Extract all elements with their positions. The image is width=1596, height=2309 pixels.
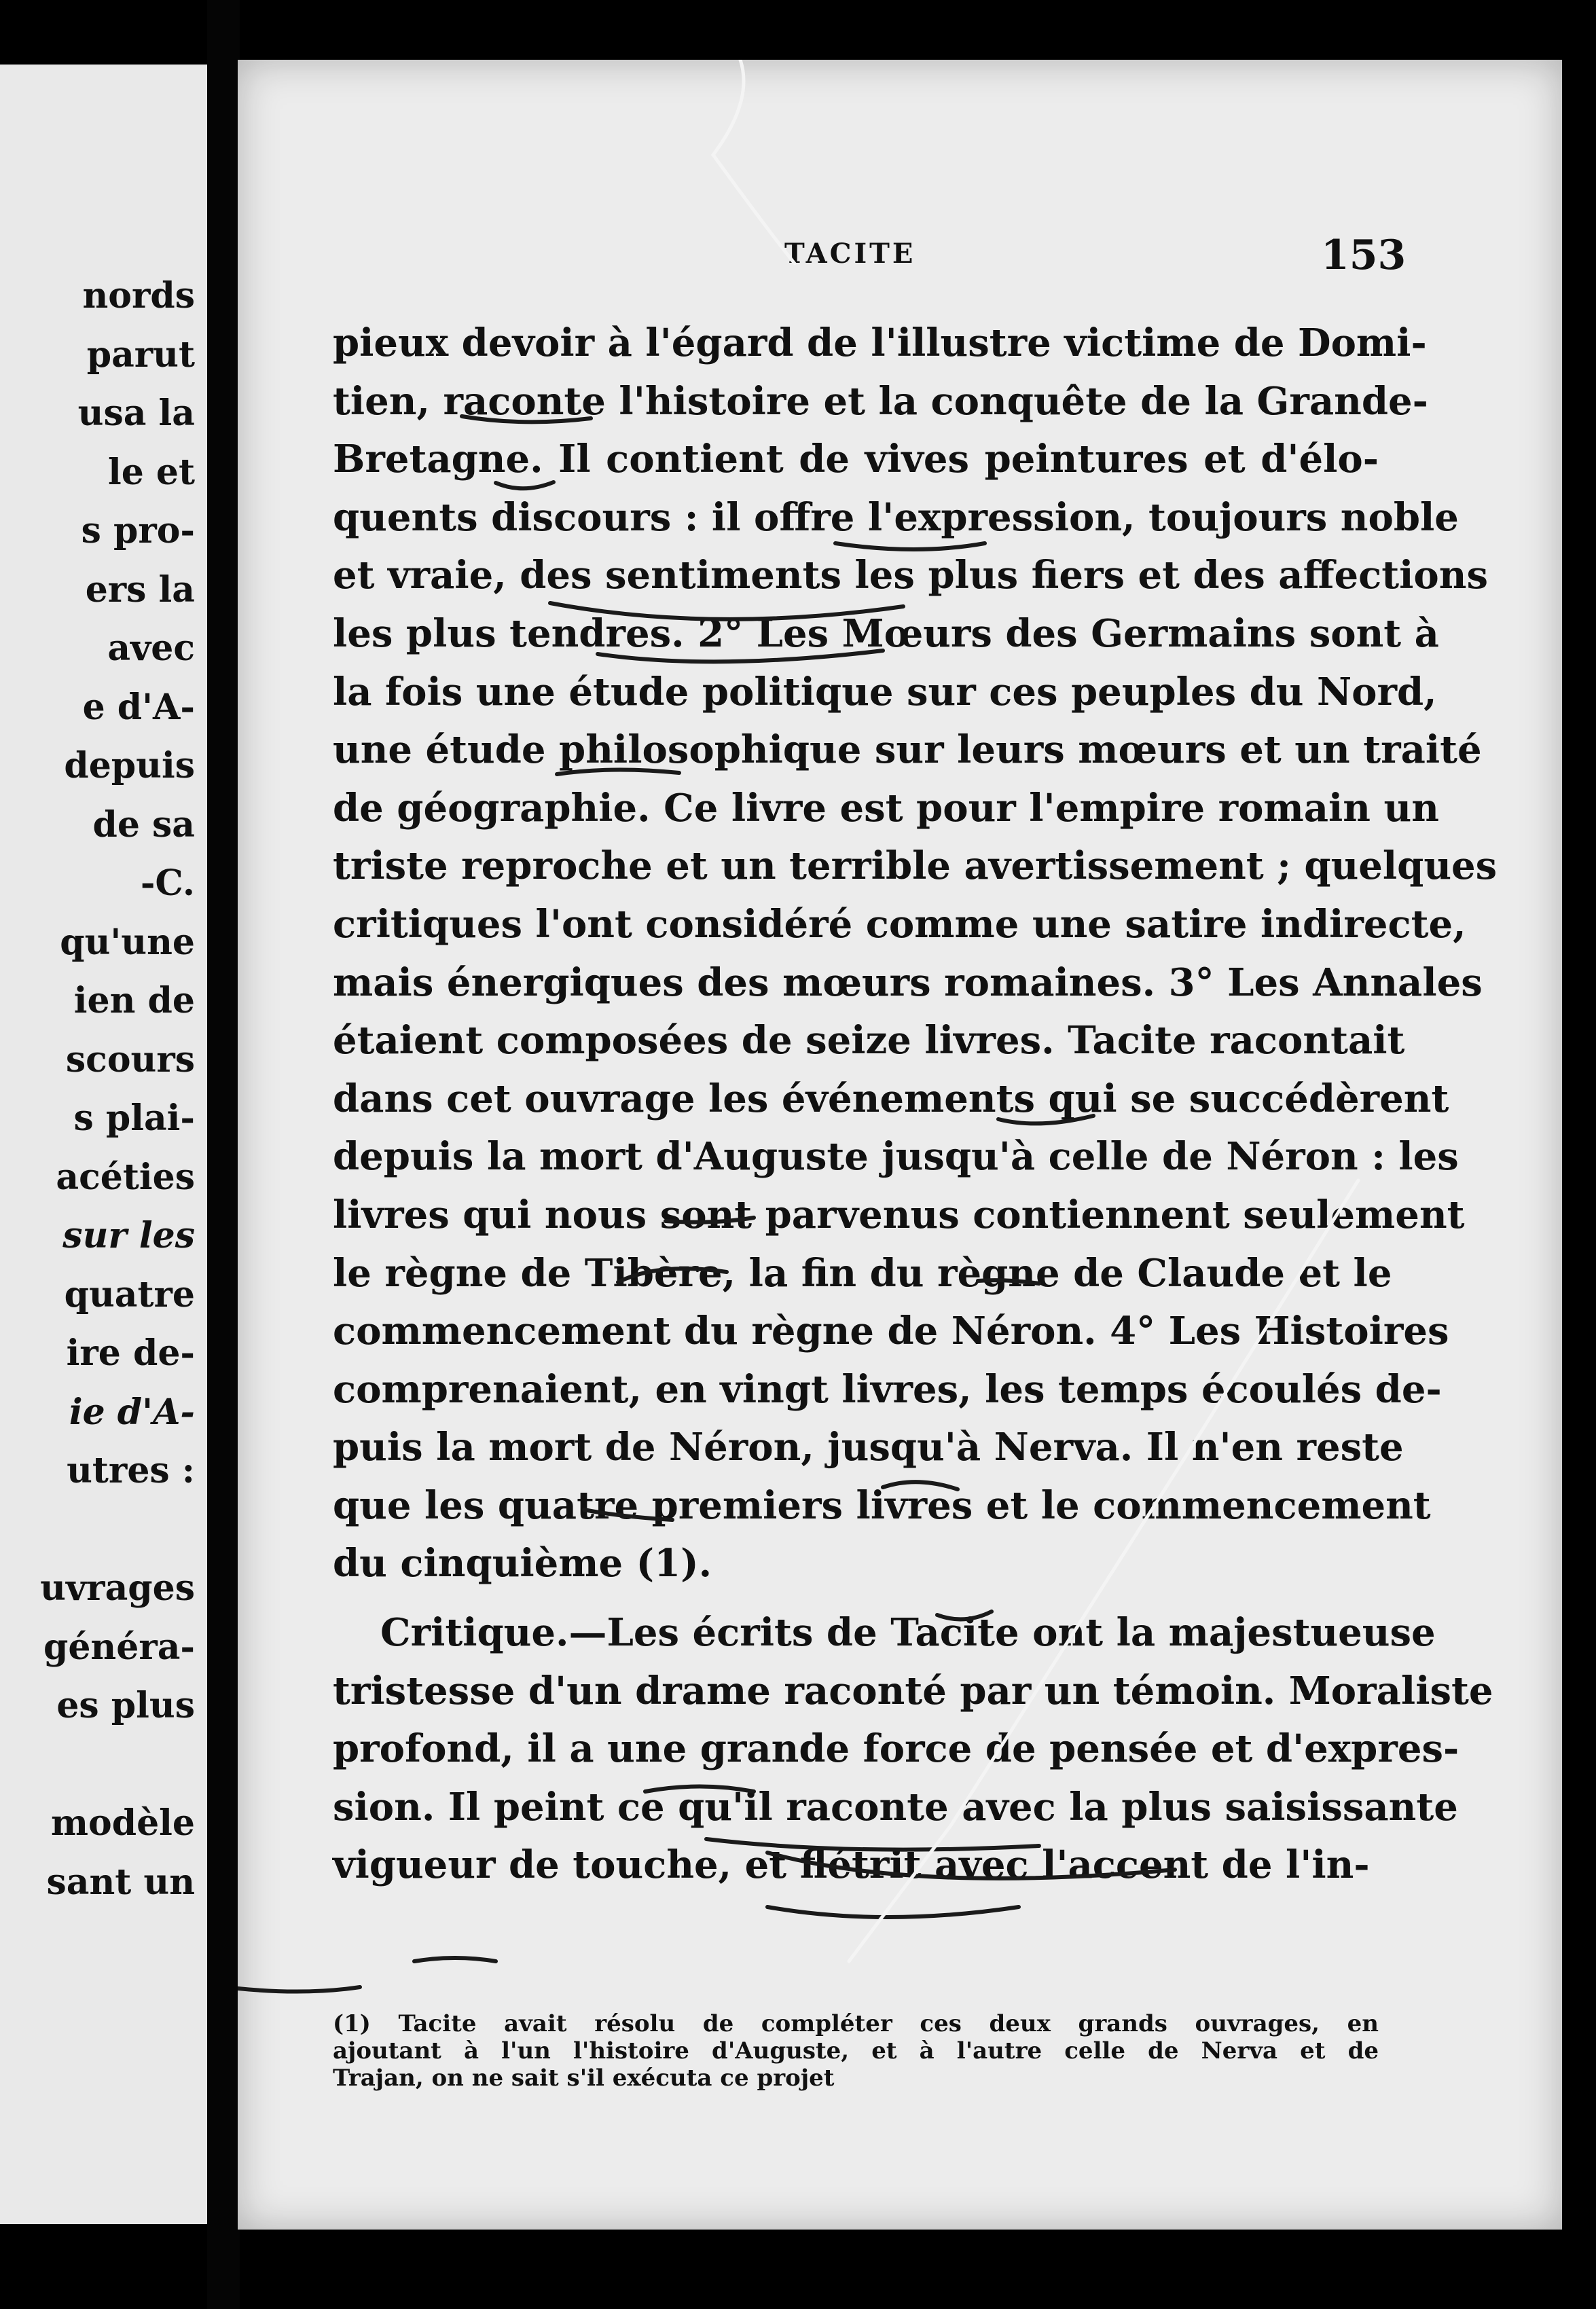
text-line: dans cet ouvrage les événements qui se succédèrent bbox=[333, 1076, 1449, 1121]
text-line: mais énergiques des mœurs romaines. 3° Les Annales bbox=[333, 960, 1483, 1005]
left-page-line: depuis bbox=[64, 745, 195, 786]
text-line: vigueur de touche, et flétrit avec l'accent de l'in- bbox=[333, 1842, 1370, 1888]
left-page-line: ire de- bbox=[66, 1332, 195, 1374]
left-page-line: es plus bbox=[56, 1685, 195, 1726]
left-page-line: s plai- bbox=[73, 1097, 195, 1139]
left-page-line: sur les bbox=[62, 1215, 195, 1256]
body-text bbox=[333, 314, 1498, 1895]
left-page-line: sant un bbox=[46, 1861, 195, 1903]
text-line: le règne de Tibère, la fin du règne de Claude et le bbox=[333, 1250, 1392, 1296]
left-page-line: scours bbox=[65, 1038, 195, 1080]
text-line: Bretagne. Il contient de vives peintures et d'élo- bbox=[333, 437, 1379, 482]
text-line: profond, il a une grande force de pensée et d'expres- bbox=[333, 1726, 1459, 1772]
footnote-line: ajoutant à l'un l'histoire d'Auguste, et à l'autre celle de Nerva et de bbox=[333, 2037, 1379, 2065]
text-line: du cinquième (1). bbox=[333, 1541, 712, 1586]
left-page-line: ie d'A- bbox=[69, 1391, 195, 1433]
paragraph-1 bbox=[333, 314, 1498, 1593]
left-page-line: e d'A- bbox=[82, 686, 195, 728]
left-page-line: quatre bbox=[64, 1273, 195, 1315]
text-line: triste reproche et un terrible avertissement ; quelques bbox=[333, 843, 1498, 889]
footnote bbox=[333, 2010, 1379, 2092]
footnote-line: Trajan, on ne sait s'il exécuta ce projet bbox=[333, 2065, 835, 2092]
text-line: les plus tendres. 2° Les Mœurs des Germains sont à bbox=[333, 611, 1439, 656]
left-page-line: ers la bbox=[85, 568, 195, 611]
running-head: TACITE bbox=[784, 238, 916, 270]
left-page-line: s pro- bbox=[81, 510, 195, 551]
book-gutter bbox=[207, 0, 240, 2309]
left-page-line: ien de bbox=[73, 980, 195, 1021]
text-line: comprenaient, en vingt livres, les temps écoulés de- bbox=[333, 1366, 1442, 1412]
left-page-line: usa la bbox=[77, 393, 195, 434]
left-page-line: avec bbox=[107, 628, 195, 669]
footnote-line: (1) Tacite avait résolu de compléter ces deux grands ouvrages, en bbox=[333, 2010, 1379, 2037]
left-page-line: modèle bbox=[51, 1802, 195, 1844]
left-page-line: le et bbox=[107, 451, 195, 493]
text-line: que les quatre premiers livres et le commencement bbox=[333, 1483, 1431, 1528]
left-page-line: nords bbox=[82, 275, 195, 316]
text-line: quents discours : il offre l'expression, toujours noble bbox=[333, 494, 1459, 540]
left-page-line: -C. bbox=[140, 862, 195, 904]
text-line: commencement du règne de Néron. 4° Les Histoires bbox=[333, 1309, 1449, 1354]
left-page-line: acéties bbox=[56, 1156, 195, 1198]
text-line: une étude philosophique sur leurs mœurs et un traité bbox=[333, 727, 1482, 773]
text-line: puis la mort de Néron, jusqu'à Nerva. Il n'en reste bbox=[333, 1425, 1404, 1470]
text-line: livres qui nous sont parvenus contiennent seulement bbox=[333, 1192, 1465, 1237]
text-line: tristesse d'un drame raconté par un témoin. Moraliste bbox=[333, 1668, 1493, 1713]
text-line: étaient composées de seize livres. Tacite racontait bbox=[333, 1018, 1405, 1063]
left-page-fragment bbox=[0, 65, 207, 2224]
text-line: Critique.—Les écrits de Tacite ont la majestueuse bbox=[380, 1610, 1436, 1656]
left-page-line: uvrages bbox=[40, 1567, 195, 1609]
text-line: de géographie. Ce livre est pour l'empire romain un bbox=[333, 785, 1439, 831]
text-line: et vraie, des sentiments les plus fiers et des affections bbox=[333, 553, 1488, 598]
left-page-line: parut bbox=[86, 333, 195, 376]
text-line: critiques l'ont considéré comme une satire indirecte, bbox=[333, 901, 1466, 947]
left-page-line: utres : bbox=[67, 1450, 195, 1491]
left-page-line: de sa bbox=[92, 803, 195, 846]
text-line: depuis la mort d'Auguste jusqu'à celle de Néron : les bbox=[333, 1134, 1459, 1180]
book-page bbox=[238, 60, 1562, 2230]
left-page-line: qu'une bbox=[60, 921, 195, 963]
paragraph-2 bbox=[333, 1604, 1493, 1895]
text-line: tien, raconte l'histoire et la conquête de la Grande- bbox=[333, 378, 1428, 424]
page-number: 153 bbox=[1321, 232, 1407, 279]
text-line: la fois une étude politique sur ces peuples du Nord, bbox=[333, 669, 1437, 714]
text-line: sion. Il peint ce qu'il raconte avec la plus saisissante bbox=[333, 1784, 1458, 1830]
left-page-line: généra- bbox=[43, 1626, 195, 1668]
text-line: pieux devoir à l'égard de l'illustre victime de Domi- bbox=[333, 321, 1427, 365]
